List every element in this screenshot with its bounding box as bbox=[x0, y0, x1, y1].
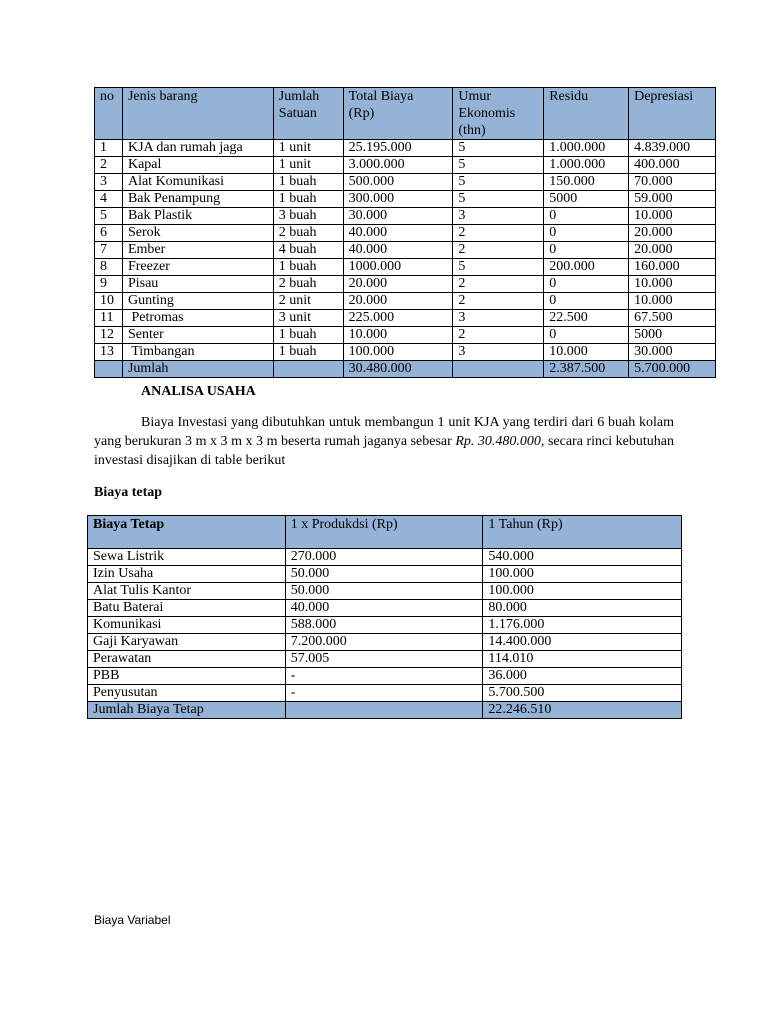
fixed-cost-table-body bbox=[88, 549, 682, 719]
table-cell: 40.000 bbox=[285, 600, 483, 617]
table-cell: Pisau bbox=[122, 276, 273, 293]
table-cell: 4 bbox=[95, 191, 123, 208]
col-header-total-biaya: Total Biaya (Rp) bbox=[343, 88, 453, 140]
table-cell: 20.000 bbox=[343, 276, 453, 293]
table-cell: 11 bbox=[95, 310, 123, 327]
table-cell: 25.195.000 bbox=[343, 140, 453, 157]
table-cell: 0 bbox=[544, 293, 629, 310]
fixed-cost-row bbox=[88, 651, 682, 668]
total-cell: Jumlah Biaya Tetap bbox=[88, 702, 286, 719]
table-cell: 67.500 bbox=[629, 310, 716, 327]
table-cell: 0 bbox=[544, 225, 629, 242]
table-cell: 1 unit bbox=[273, 140, 343, 157]
col-header-no: no bbox=[95, 88, 123, 140]
biaya-variabel-label: Biaya Variabel bbox=[94, 913, 171, 927]
table-cell: 1.176.000 bbox=[483, 617, 682, 634]
table-cell: 70.000 bbox=[629, 174, 716, 191]
table-cell: Komunikasi bbox=[88, 617, 286, 634]
table-cell: 20.000 bbox=[629, 242, 716, 259]
biaya-tetap-heading: Biaya tetap bbox=[94, 485, 163, 500]
total-cell: 5.700.000 bbox=[629, 361, 716, 378]
table-cell: 5 bbox=[453, 157, 544, 174]
investment-row bbox=[95, 242, 716, 259]
table-cell: 114.010 bbox=[483, 651, 682, 668]
table-cell: Sewa Listrik bbox=[88, 549, 286, 566]
table-cell: 540.000 bbox=[483, 549, 682, 566]
total-cell: 2.387.500 bbox=[544, 361, 629, 378]
fixed-cost-table bbox=[87, 515, 682, 719]
table-cell: 2 unit bbox=[273, 293, 343, 310]
table-cell: 57.005 bbox=[285, 651, 483, 668]
total-cell: 30.480.000 bbox=[343, 361, 453, 378]
total-cell bbox=[95, 361, 123, 378]
table-cell: - bbox=[285, 668, 483, 685]
investment-row bbox=[95, 276, 716, 293]
table-cell: 30.000 bbox=[343, 208, 453, 225]
col-header-depresiasi: Depresiasi bbox=[629, 88, 716, 140]
fixed-cost-row bbox=[88, 634, 682, 651]
table-cell: 588.000 bbox=[285, 617, 483, 634]
table-cell: 8 bbox=[95, 259, 123, 276]
table-cell: Gaji Karyawan bbox=[88, 634, 286, 651]
table-cell: 10.000 bbox=[629, 293, 716, 310]
investment-table-body bbox=[95, 140, 716, 378]
col-header-residu: Residu bbox=[544, 88, 629, 140]
fixed-cost-row bbox=[88, 566, 682, 583]
table-cell: 270.000 bbox=[285, 549, 483, 566]
table-cell: Freezer bbox=[122, 259, 273, 276]
table-cell: 7 bbox=[95, 242, 123, 259]
total-cell bbox=[453, 361, 544, 378]
table-cell: 3 bbox=[453, 208, 544, 225]
table-cell: 22.500 bbox=[544, 310, 629, 327]
table-cell: 50.000 bbox=[285, 583, 483, 600]
col-header-umur-ekonomis: Umur Ekonomis (thn) bbox=[453, 88, 544, 140]
table-cell: PBB bbox=[88, 668, 286, 685]
table-cell: 3 bbox=[95, 174, 123, 191]
table-cell: 500.000 bbox=[343, 174, 453, 191]
table-cell: 3 bbox=[453, 310, 544, 327]
table-cell: 160.000 bbox=[629, 259, 716, 276]
table-cell: 150.000 bbox=[544, 174, 629, 191]
table-cell: 10.000 bbox=[629, 276, 716, 293]
table-cell: Timbangan bbox=[122, 344, 273, 361]
table-cell: 13 bbox=[95, 344, 123, 361]
table-cell: 1.000.000 bbox=[544, 140, 629, 157]
fixed-cost-row bbox=[88, 617, 682, 634]
table-cell: 40.000 bbox=[343, 242, 453, 259]
table-cell: 0 bbox=[544, 208, 629, 225]
fixed-cost-row bbox=[88, 600, 682, 617]
col-header-per-produksi: 1 x Produkdsi (Rp) bbox=[285, 516, 483, 549]
table-cell: 1000.000 bbox=[343, 259, 453, 276]
investment-row bbox=[95, 327, 716, 344]
investment-table bbox=[94, 87, 716, 378]
table-cell: 3.000.000 bbox=[343, 157, 453, 174]
table-cell: 225.000 bbox=[343, 310, 453, 327]
table-cell: Petromas bbox=[122, 310, 273, 327]
table-cell: 40.000 bbox=[343, 225, 453, 242]
table-cell: 80.000 bbox=[483, 600, 682, 617]
table-cell: 4.839.000 bbox=[629, 140, 716, 157]
table-cell: 3 buah bbox=[273, 208, 343, 225]
table-cell: KJA dan rumah jaga bbox=[122, 140, 273, 157]
table-cell: 5 bbox=[453, 191, 544, 208]
table-cell: 2 bbox=[453, 276, 544, 293]
table-cell: Bak Penampung bbox=[122, 191, 273, 208]
table-cell: 14.400.000 bbox=[483, 634, 682, 651]
investment-row bbox=[95, 191, 716, 208]
fixed-cost-total-row bbox=[88, 702, 682, 719]
total-cell bbox=[273, 361, 343, 378]
total-cell: Jumlah bbox=[122, 361, 273, 378]
table-cell: Penyusutan bbox=[88, 685, 286, 702]
table-cell: 2 buah bbox=[273, 276, 343, 293]
table-cell: 1 bbox=[95, 140, 123, 157]
table-cell: Alat Komunikasi bbox=[122, 174, 273, 191]
table-cell: 12 bbox=[95, 327, 123, 344]
table-cell: Alat Tulis Kantor bbox=[88, 583, 286, 600]
table-cell: 2 bbox=[453, 225, 544, 242]
total-cell: 22.246.510 bbox=[483, 702, 682, 719]
paragraph-text-before: Biaya Investasi yang dibutuhkan untuk membangun 1 unit KJA yang terdiri dari 6 buah kolam yang berukuran 3 m x 3 m x 3 m beserta rumah jaganya sebesar bbox=[94, 415, 674, 449]
table-cell: 30.000 bbox=[629, 344, 716, 361]
table-cell: 5.700.500 bbox=[483, 685, 682, 702]
table-cell: 10 bbox=[95, 293, 123, 310]
total-cell bbox=[285, 702, 483, 719]
analisa-usaha-heading: ANALISA USAHA bbox=[141, 384, 256, 399]
table-cell: 59.000 bbox=[629, 191, 716, 208]
fixed-cost-row bbox=[88, 685, 682, 702]
table-cell: 0 bbox=[544, 327, 629, 344]
table-cell: 2 buah bbox=[273, 225, 343, 242]
table-cell: 6 bbox=[95, 225, 123, 242]
table-cell: 0 bbox=[544, 276, 629, 293]
investment-row bbox=[95, 174, 716, 191]
table-cell: 5 bbox=[95, 208, 123, 225]
investment-row bbox=[95, 157, 716, 174]
table-cell: Izin Usaha bbox=[88, 566, 286, 583]
table-cell: 100.000 bbox=[483, 583, 682, 600]
table-cell: 20.000 bbox=[629, 225, 716, 242]
table-cell: 0 bbox=[544, 242, 629, 259]
table-cell: 100.000 bbox=[343, 344, 453, 361]
table-cell: 5000 bbox=[544, 191, 629, 208]
table-cell: 36.000 bbox=[483, 668, 682, 685]
table-cell: 50.000 bbox=[285, 566, 483, 583]
col-header-biaya-tetap: Biaya Tetap bbox=[88, 516, 286, 549]
table-cell: - bbox=[285, 685, 483, 702]
table-cell: 1 unit bbox=[273, 157, 343, 174]
table-cell: 3 unit bbox=[273, 310, 343, 327]
table-cell: 4 buah bbox=[273, 242, 343, 259]
table-cell: Serok bbox=[122, 225, 273, 242]
table-cell: Senter bbox=[122, 327, 273, 344]
table-cell: 10.000 bbox=[629, 208, 716, 225]
table-cell: Gunting bbox=[122, 293, 273, 310]
table-cell: 200.000 bbox=[544, 259, 629, 276]
table-cell: 100.000 bbox=[483, 566, 682, 583]
investment-total-row bbox=[95, 361, 716, 378]
investment-row bbox=[95, 208, 716, 225]
table-cell: 2 bbox=[453, 242, 544, 259]
table-cell: 10.000 bbox=[343, 327, 453, 344]
investment-row bbox=[95, 293, 716, 310]
table-cell: 1 buah bbox=[273, 174, 343, 191]
investment-row bbox=[95, 344, 716, 361]
table-cell: 7.200.000 bbox=[285, 634, 483, 651]
investment-row bbox=[95, 259, 716, 276]
table-cell: 1 buah bbox=[273, 191, 343, 208]
table-cell: 2 bbox=[453, 293, 544, 310]
table-cell: 20.000 bbox=[343, 293, 453, 310]
table-cell: Batu Baterai bbox=[88, 600, 286, 617]
investment-row bbox=[95, 310, 716, 327]
table-cell: Ember bbox=[122, 242, 273, 259]
table-cell: 5 bbox=[453, 259, 544, 276]
table-cell: 1 buah bbox=[273, 327, 343, 344]
paragraph-amount: Rp. 30.480.000, bbox=[455, 434, 545, 449]
table-cell: Perawatan bbox=[88, 651, 286, 668]
table-cell: 10.000 bbox=[544, 344, 629, 361]
table-cell: 3 bbox=[453, 344, 544, 361]
col-header-jumlah-satuan: Jumlah Satuan bbox=[273, 88, 343, 140]
investment-row bbox=[95, 140, 716, 157]
table-cell: Kapal bbox=[122, 157, 273, 174]
fixed-cost-header-row bbox=[88, 516, 682, 549]
table-cell: 9 bbox=[95, 276, 123, 293]
table-cell: 5 bbox=[453, 140, 544, 157]
table-cell: 2 bbox=[95, 157, 123, 174]
table-cell: 2 bbox=[453, 327, 544, 344]
fixed-cost-row bbox=[88, 668, 682, 685]
table-cell: 1 buah bbox=[273, 344, 343, 361]
fixed-cost-row bbox=[88, 549, 682, 566]
col-header-jenis-barang: Jenis barang bbox=[122, 88, 273, 140]
table-cell: 1 buah bbox=[273, 259, 343, 276]
table-cell: 1.000.000 bbox=[544, 157, 629, 174]
table-cell: 5 bbox=[453, 174, 544, 191]
table-cell: 400.000 bbox=[629, 157, 716, 174]
table-cell: 300.000 bbox=[343, 191, 453, 208]
table-cell: Bak Plastik bbox=[122, 208, 273, 225]
investment-table-header-row bbox=[95, 88, 716, 140]
table-cell: 5000 bbox=[629, 327, 716, 344]
fixed-cost-row bbox=[88, 583, 682, 600]
col-header-per-tahun: 1 Tahun (Rp) bbox=[483, 516, 682, 549]
paragraph-text-after: secara rinci kebutuhan investasi disajikan di table berikut bbox=[94, 434, 674, 468]
investment-row bbox=[95, 225, 716, 242]
investment-paragraph bbox=[94, 413, 674, 470]
